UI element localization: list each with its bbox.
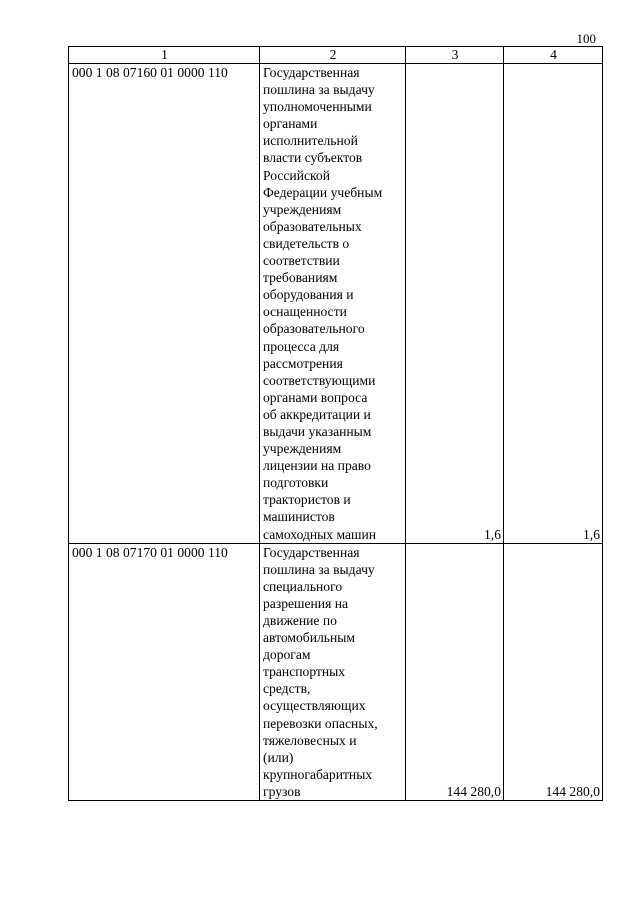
name-line: автомобильным [263, 630, 355, 646]
page-number: 100 [576, 31, 596, 46]
table-row [69, 64, 603, 544]
name-line: машинистов [263, 509, 335, 525]
amount-col-4: 144 280,0 [504, 543, 603, 800]
name-line: Российской [263, 167, 330, 183]
name-line: процесса для [263, 338, 340, 354]
name-line: оснащенности [263, 304, 347, 320]
name-line: оборудования и [263, 287, 354, 303]
name-line: соответствующими [263, 372, 376, 388]
name-line: самоходных машин [263, 526, 377, 542]
name-line: дорогам [263, 647, 311, 663]
name-line: подготовки [263, 475, 329, 491]
name-line: Федерации учебным [263, 184, 383, 200]
name-line: об аккредитации и [263, 406, 371, 422]
name-line: свидетельств о [263, 235, 350, 251]
name-line: осуществляющих [263, 698, 366, 714]
classification-code: 000 1 08 07170 01 0000 110 [69, 543, 260, 800]
name-line: органами [263, 116, 318, 132]
name-line: Государственная [263, 65, 360, 80]
name-line: образовательного [263, 321, 365, 337]
header-cell-3: 3 [406, 47, 504, 64]
name-line: выдачи указанным [263, 423, 372, 439]
name-line: требованиям [263, 270, 338, 286]
amount-col-4: 1,6 [504, 64, 603, 544]
name-line: Государственная [263, 544, 360, 560]
name-line: рассмотрения [263, 355, 343, 371]
name-line: пошлина за выдачу [263, 82, 375, 98]
name-line: учреждениям [263, 441, 342, 457]
amount-col-3: 1,6 [406, 64, 504, 544]
name-line: крупногабаритных [263, 766, 373, 782]
name-line: тяжеловесных и [263, 732, 357, 748]
header-cell-2: 2 [260, 47, 406, 64]
name-line: пошлина за выдачу [263, 561, 375, 577]
table-row [69, 543, 603, 800]
name-line: средств, [263, 681, 311, 697]
name-line: грузов [263, 783, 301, 799]
name-line: перевозки опасных, [263, 715, 378, 731]
name-line: лицензии на право [263, 458, 371, 474]
name-line: разрешения на [263, 595, 349, 611]
header-row [69, 47, 603, 64]
header-cell-1: 1 [69, 47, 260, 64]
name-line: власти субъектов [263, 150, 363, 166]
amount-col-3: 144 280,0 [406, 543, 504, 800]
classification-code: 000 1 08 07160 01 0000 110 [69, 64, 260, 544]
name-line: специального [263, 578, 343, 594]
header-cell-4: 4 [504, 47, 603, 64]
name-line: учреждениям [263, 201, 342, 217]
name-line: органами вопроса [263, 389, 368, 405]
name-line: соответствии [263, 253, 340, 269]
name-line: движение по [263, 613, 337, 628]
name-line: (или) [263, 749, 294, 765]
name-line: исполнительной [263, 133, 358, 149]
revenue-name [260, 543, 406, 800]
name-line: транспортных [263, 664, 346, 680]
name-line: уполномоченными [263, 99, 372, 115]
revenue-table [68, 46, 603, 801]
name-line: трактористов и [263, 492, 351, 508]
name-line: образовательных [263, 218, 362, 234]
revenue-name [260, 64, 406, 544]
